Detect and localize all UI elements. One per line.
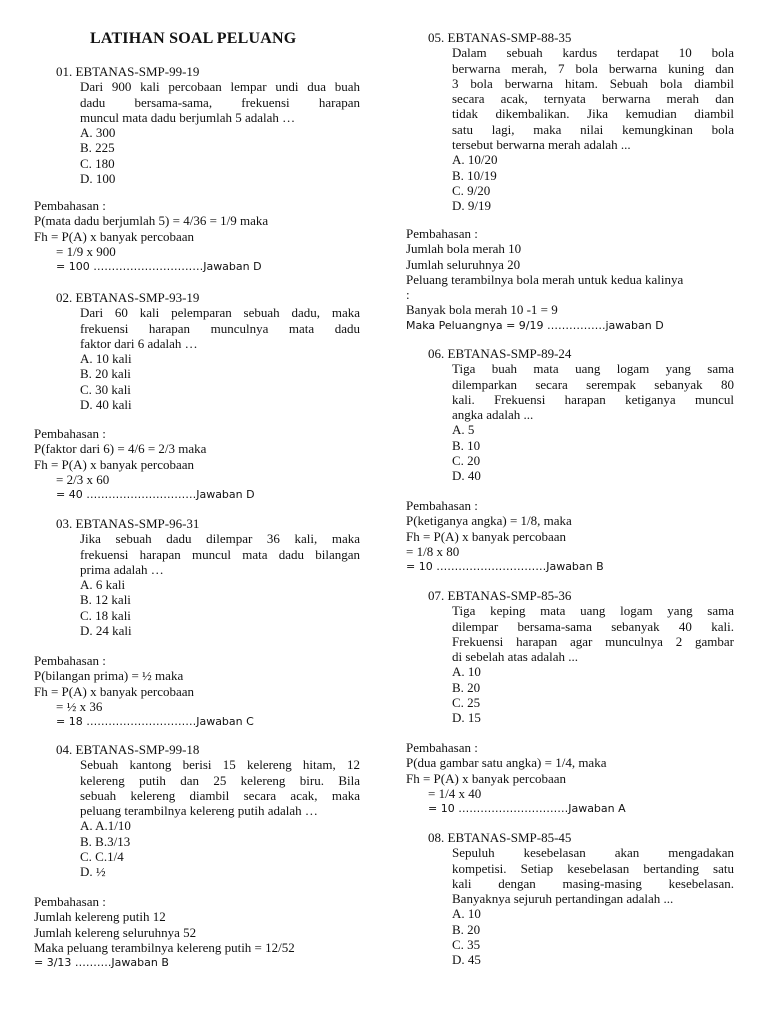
question-text-line: angka adalah ... — [452, 407, 534, 423]
solution-block — [406, 226, 734, 333]
answer-option: C. 9/20 — [452, 182, 491, 198]
question-text-line: Tiga keping mata uang logam yang sama — [452, 603, 734, 619]
solution-block — [34, 653, 360, 729]
question-block — [34, 64, 360, 186]
solution-line: Fh = P(A) x banyak percobaan — [406, 528, 567, 544]
question-header: 08. EBTANAS-SMP-85-45 — [428, 830, 572, 845]
solution-line: Jumlah kelereng seluruhnya 52 — [34, 924, 197, 940]
question-header: 04. EBTANAS-SMP-99-18 — [56, 742, 200, 757]
question-text-line: kali. Frekuensi harapan ketiganya muncul — [452, 391, 734, 407]
question-text-line: secara acak, ternyata berwarna merah dan — [452, 91, 734, 107]
question-text-line: Jika sebuah dadu dilempar 36 kali, maka — [80, 531, 360, 547]
question-header: 03. EBTANAS-SMP-96-31 — [56, 516, 200, 531]
question-text-line: prima adalah … — [80, 561, 164, 577]
solution-block — [406, 740, 734, 816]
question-text-line: faktor dari 6 adalah … — [80, 335, 198, 351]
answer-option: D. ½ — [80, 864, 106, 880]
question-header: 05. EBTANAS-SMP-88-35 — [428, 30, 572, 45]
question-text-line: tersebut berwarna merah adalah ... — [452, 137, 631, 153]
solution-block — [34, 426, 360, 502]
answer-option: A. 10/20 — [452, 152, 498, 168]
question-block — [34, 290, 360, 412]
solution-line: Fh = P(A) x banyak percobaan — [406, 770, 567, 786]
question-block — [406, 346, 734, 484]
solution-block — [34, 198, 360, 274]
answer-line: = 10 …………………………Jawaban B — [406, 560, 604, 574]
solution-line: Pembahasan : — [34, 653, 106, 668]
question-text-line: sebuah kelereng diambil secara acak, maka — [80, 787, 360, 803]
solution-line: P(ketiganya angka) = 1/8, maka — [406, 513, 572, 529]
solution-line: Pembahasan : — [406, 226, 478, 241]
question-block — [406, 30, 734, 214]
solution-line: = 1/8 x 80 — [406, 543, 460, 559]
question-text-line: Tiga buah mata uang logam yang sama — [452, 361, 734, 377]
question-block — [406, 830, 734, 968]
answer-option: D. 45 — [452, 952, 481, 968]
question-text-line: muncul mata dadu berjumlah 5 adalah … — [80, 109, 296, 125]
answer-option: A. 10 — [452, 664, 481, 680]
question-header: 06. EBTANAS-SMP-89-24 — [428, 346, 572, 361]
answer-option: D. 40 — [452, 468, 481, 484]
answer-line: = 18 …………………………Jawaban C — [56, 715, 254, 729]
answer-option: B. 20 — [452, 679, 481, 695]
solution-line: Pembahasan : — [34, 426, 106, 441]
answer-option: B. 12 kali — [80, 592, 131, 608]
answer-option: A. 5 — [452, 422, 475, 438]
solution-block — [406, 498, 734, 574]
answer-option: D. 100 — [80, 171, 116, 187]
answer-option: A. 300 — [80, 125, 116, 141]
question-text-line: frekuensi harapan munculnya mata dadu — [80, 320, 360, 336]
question-header: 07. EBTANAS-SMP-85-36 — [428, 588, 572, 603]
answer-line: = 3/13 ……….Jawaban B — [34, 956, 169, 970]
solution-line: Fh = P(A) x banyak percobaan — [34, 456, 195, 472]
question-text-line: kali dengan masing-masing kesebelasan. — [452, 875, 734, 891]
question-text-line: 3 bola berwarna hitam. Sebuah bola diambil — [452, 75, 734, 91]
question-text-line: dadu bersama-sama, frekuensi harapan — [80, 94, 360, 110]
answer-line: = 100 …………………………Jawaban D — [56, 260, 262, 274]
calculation-line: = ½ x 36 — [56, 698, 103, 714]
answer-option: B. B.3/13 — [80, 833, 131, 849]
solution-line: Pembahasan : — [34, 894, 106, 909]
answer-option: A. A.1/10 — [80, 818, 131, 834]
answer-option: B. 225 — [80, 140, 115, 156]
answer-option: A. 6 kali — [80, 577, 126, 593]
answer-option: C. C.1/4 — [80, 849, 124, 865]
solution-line: Maka peluang terambilnya kelereng putih = 12/52 — [34, 939, 295, 955]
answer-option: B. 10 — [452, 437, 481, 453]
answer-option: D. 9/19 — [452, 198, 491, 214]
solution-line: Jumlah seluruhnya 20 — [406, 256, 521, 272]
question-text-line: Dari 900 kali percobaan lempar undi dua buah — [80, 79, 360, 95]
calculation-line: = 1/4 x 40 — [428, 785, 482, 801]
answer-option: C. 25 — [452, 695, 481, 711]
solution-line: Pembahasan : — [406, 498, 478, 513]
solution-line: Banyak bola merah 10 -1 = 9 — [406, 302, 558, 318]
answer-option: B. 20 — [452, 921, 481, 937]
answer-option: C. 30 kali — [80, 381, 131, 397]
question-header: 02. EBTANAS-SMP-93-19 — [56, 290, 200, 305]
question-text-line: Banyaknya sejuruh pertandingan adalah ... — [452, 891, 674, 907]
answer-option: A. 10 — [452, 906, 481, 922]
solution-line: P(faktor dari 6) = 4/6 = 2/3 maka — [34, 441, 207, 457]
answer-option: B. 20 kali — [80, 366, 131, 382]
solution-line: Peluang terambilnya bola merah untuk kedua kalinya — [406, 271, 684, 287]
question-block — [34, 742, 360, 880]
solution-line: : — [406, 287, 410, 303]
question-header: 01. EBTANAS-SMP-99-19 — [56, 64, 200, 79]
solution-line: P(dua gambar satu angka) = 1/4, maka — [406, 755, 607, 771]
question-text-line: Sepuluh kesebelasan akan mengadakan — [452, 845, 734, 861]
solution-line: Jumlah kelereng putih 12 — [34, 909, 166, 925]
calculation-line: = 1/9 x 900 — [56, 243, 116, 259]
answer-option: C. 18 kali — [80, 607, 131, 623]
question-text-line: dilemparkan secara serempak sebanyak 80 — [452, 376, 734, 392]
question-text-line: Sebuah kantong berisi 15 kelereng hitam, 12 — [80, 757, 360, 773]
solution-line: Jumlah bola merah 10 — [406, 241, 522, 257]
question-text-line: peluang terambilnya kelereng putih adalah … — [80, 803, 318, 819]
answer-line: Maka Peluangnya = 9/19 …………….jawaban D — [406, 318, 664, 332]
answer-option: C. 35 — [452, 937, 481, 953]
page-title: LATIHAN SOAL PELUANG — [90, 30, 297, 47]
solution-line: Fh = P(A) x banyak percobaan — [34, 228, 195, 244]
answer-line: = 40 …………………………Jawaban D — [56, 488, 255, 502]
answer-line: = 10 …………………………Jawaban A — [428, 802, 626, 816]
question-text-line: di sebelah atas adalah ... — [452, 649, 578, 665]
answer-option: A. 10 kali — [80, 351, 132, 367]
question-text-line: berwarna merah, 7 bola berwarna kuning dan — [452, 60, 734, 76]
question-text-line: Frekuensi harapan agar munculnya 2 gambar — [452, 633, 734, 649]
answer-option: D. 40 kali — [80, 397, 132, 413]
question-text-line: kompetisi. Setiap kesebelasan bertanding satu — [452, 860, 734, 876]
solution-block — [34, 894, 360, 970]
question-text-line: Dalam sebuah kardus terdapat 10 bola — [452, 45, 734, 61]
solution-line: P(bilangan prima) = ½ maka — [34, 668, 184, 684]
solution-line: Pembahasan : — [406, 740, 478, 755]
answer-option: D. 15 — [452, 710, 481, 726]
question-text-line: kelereng putih dan 25 kelereng biru. Bila — [80, 772, 360, 788]
solution-line: Fh = P(A) x banyak percobaan — [34, 683, 195, 699]
solution-line: Pembahasan : — [34, 198, 106, 213]
question-text-line: tidak dikembalikan. Jika kemudian diambil — [452, 106, 734, 122]
answer-option: C. 20 — [452, 453, 481, 469]
solution-line: P(mata dadu berjumlah 5) = 4/36 = 1/9 maka — [34, 213, 269, 229]
calculation-line: = 2/3 x 60 — [56, 471, 110, 487]
question-text-line: dilempar bersama-sama sebanyak 40 kali. — [452, 618, 734, 634]
question-text-line: satu lagi, maka nilai kemungkinan bola — [452, 121, 734, 137]
question-block — [406, 588, 734, 726]
question-block — [34, 516, 360, 638]
answer-option: D. 24 kali — [80, 623, 132, 639]
answer-option: B. 10/19 — [452, 167, 497, 183]
question-text-line: frekuensi harapan muncul mata dadu bilangan — [80, 546, 360, 562]
answer-option: C. 180 — [80, 155, 115, 171]
question-text-line: Dari 60 kali pelemparan sebuah dadu, maka — [80, 305, 360, 321]
